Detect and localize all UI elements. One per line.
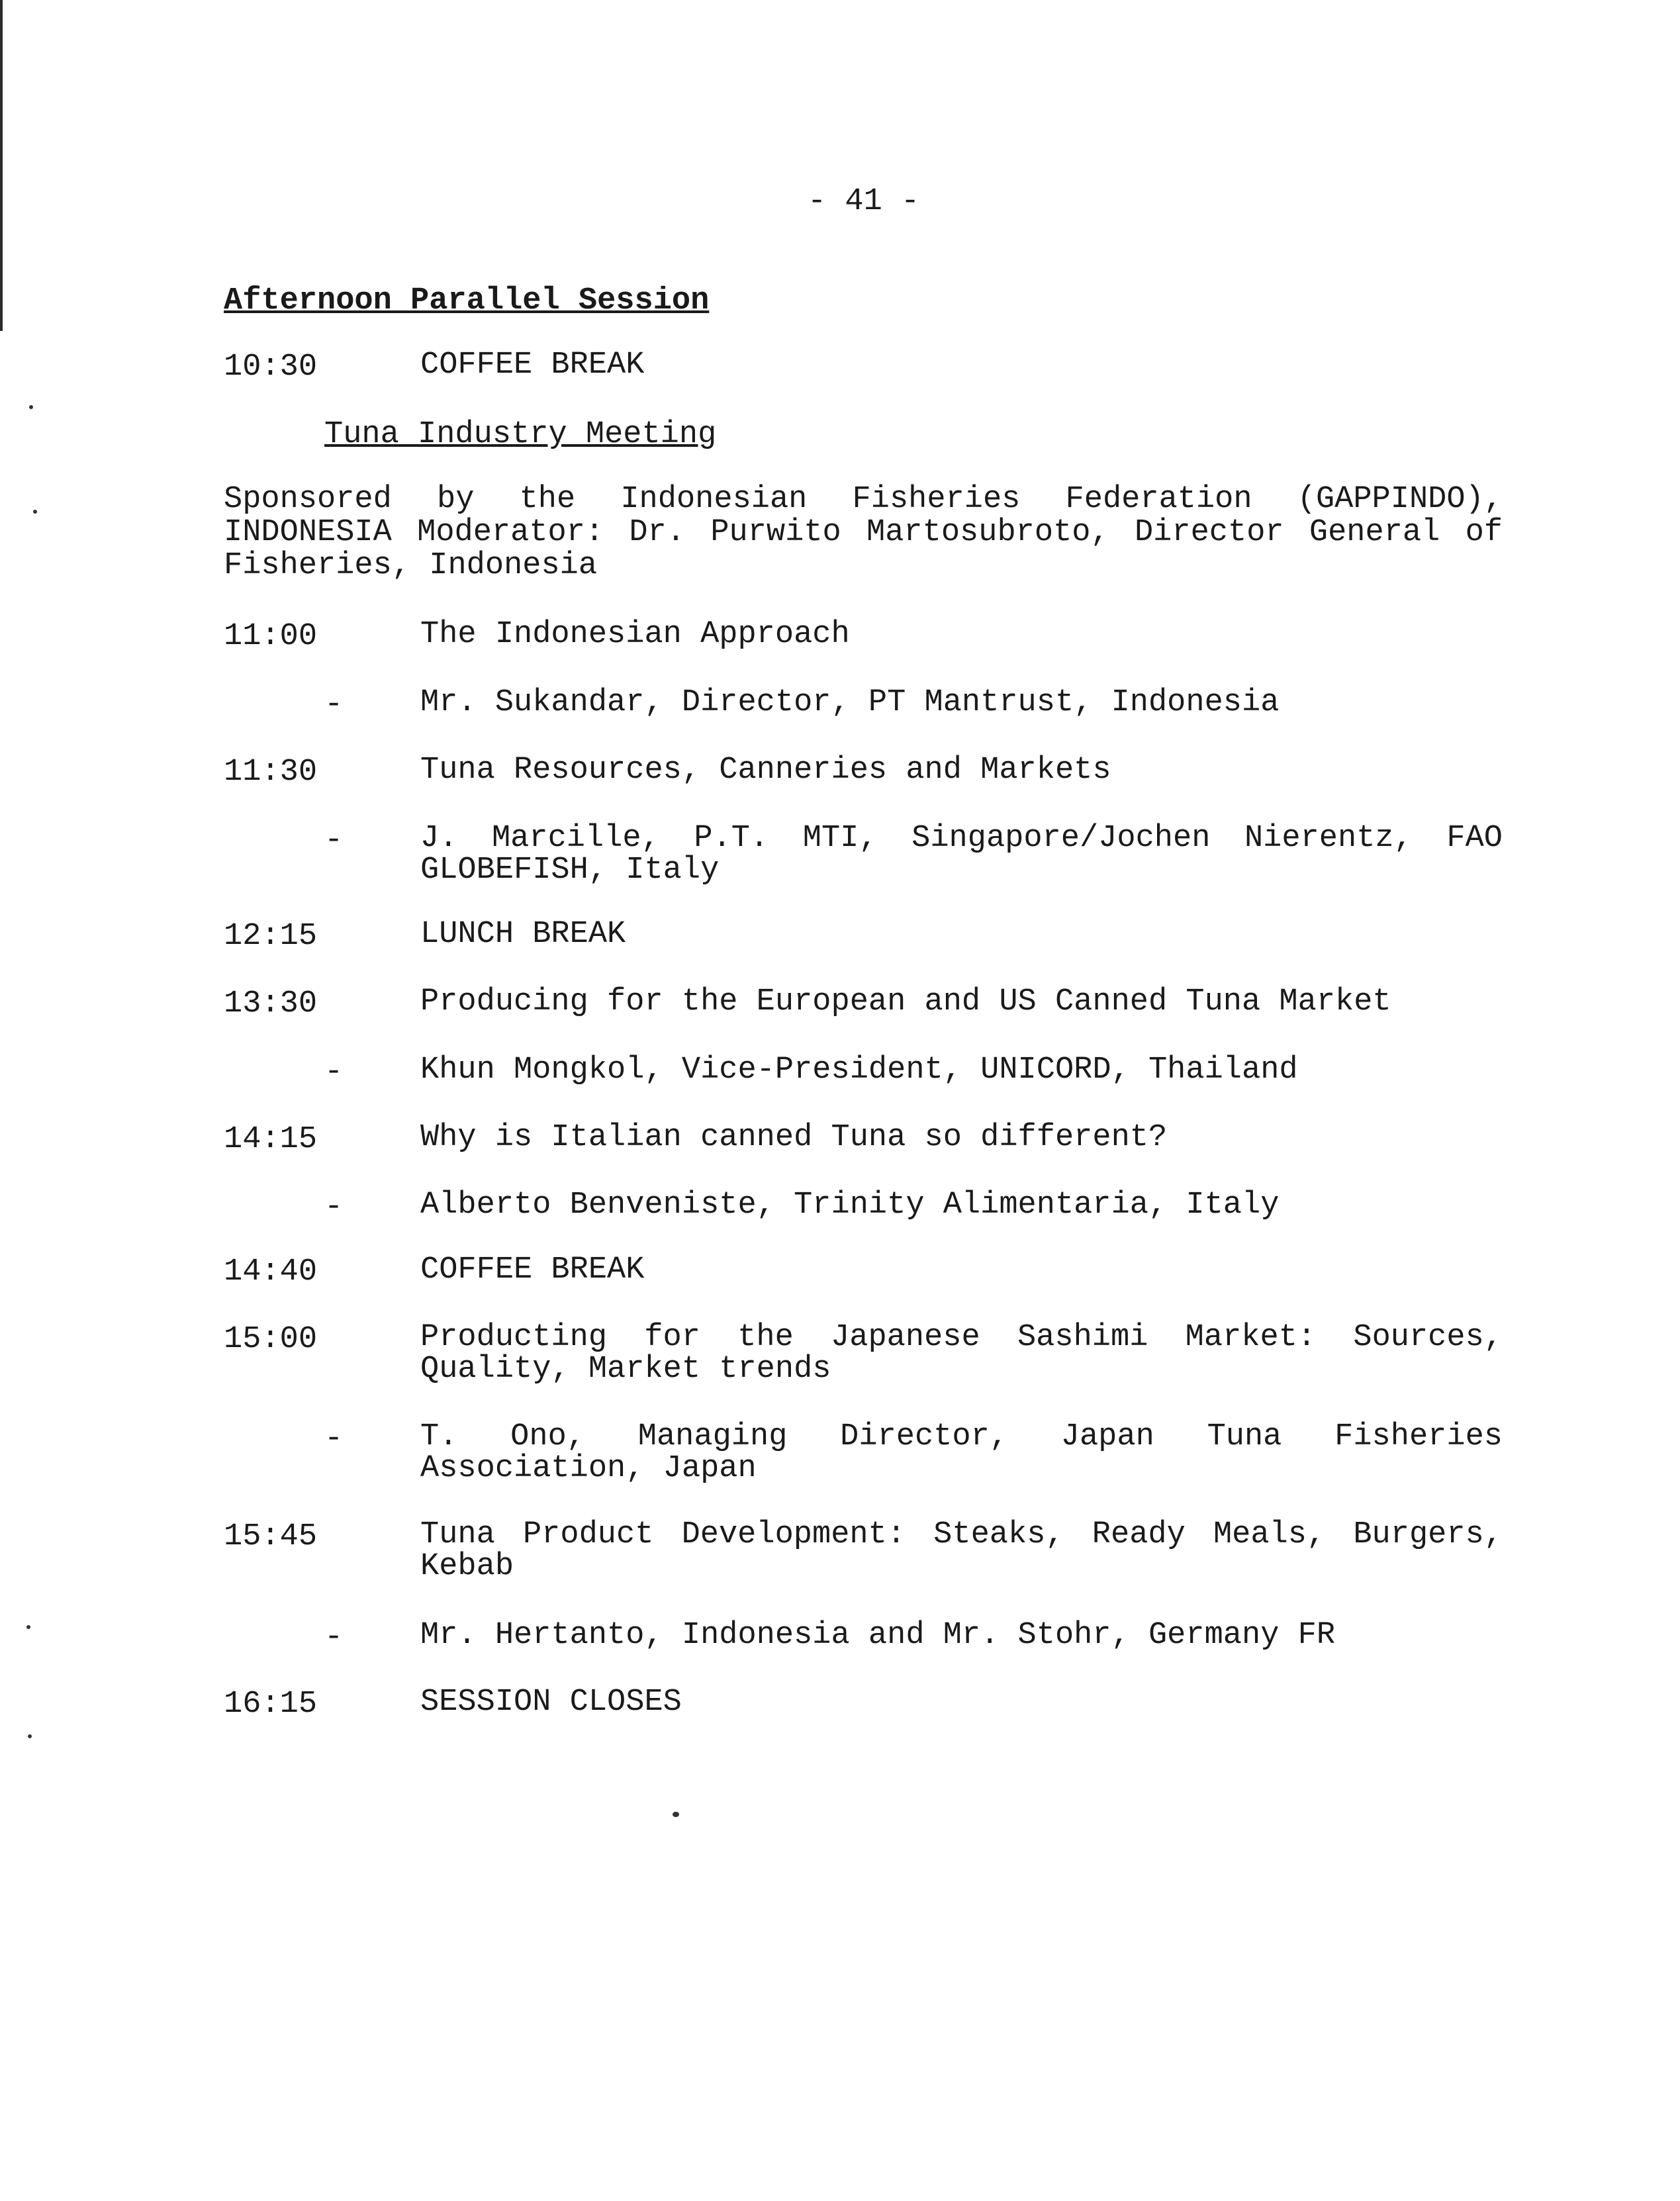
- page-number: - 41 -: [808, 184, 920, 219]
- time-label: 10:30: [224, 350, 318, 385]
- entry-title: COFFEE BREAK: [420, 1252, 645, 1288]
- scan-speck: [673, 1812, 679, 1817]
- speaker-dash: -: [324, 1190, 344, 1225]
- time-label: 16:15: [224, 1687, 318, 1722]
- scan-speck: [33, 510, 37, 514]
- speaker-text: J. Marcille, P.T. MTI, Singapore/Jochen Nierentz, FAO GLOBEFISH, Italy: [420, 821, 1503, 888]
- entry-title: Tuna Resources, Canneries and Markets: [420, 753, 1111, 788]
- entry-title: The Indonesian Approach: [420, 617, 850, 652]
- speaker-dash: -: [324, 1421, 344, 1456]
- speaker-text: Khun Mongkol, Vice-President, UNICORD, Thailand: [420, 1053, 1298, 1088]
- entry-title: Tuna Product Development: Steaks, Ready Meals, Burgers, Kebab: [420, 1517, 1503, 1584]
- time-label: 15:45: [224, 1519, 318, 1554]
- time-label: 11:00: [224, 619, 318, 654]
- speaker-text: Alberto Benveniste, Trinity Alimentaria, Italy: [420, 1188, 1280, 1223]
- time-label: 12:15: [224, 919, 318, 954]
- meeting-subheading: Tuna Industry Meeting: [324, 417, 717, 452]
- time-label: 13:30: [224, 986, 318, 1021]
- speaker-dash: -: [324, 823, 344, 858]
- entry-title: LUNCH BREAK: [420, 917, 626, 952]
- scan-edge: [0, 0, 3, 331]
- scan-speck: [29, 405, 33, 409]
- speaker-dash: -: [324, 1054, 344, 1090]
- speaker-text: Mr. Sukandar, Director, PT Mantrust, Indonesia: [420, 685, 1280, 720]
- speaker-dash: -: [324, 687, 344, 722]
- section-heading: Afternoon Parallel Session: [224, 283, 710, 318]
- time-label: 14:40: [224, 1254, 318, 1289]
- time-label: 14:15: [224, 1122, 318, 1157]
- scan-speck: [26, 1625, 30, 1629]
- entry-title: Producing for the European and US Canned Tuna Market: [420, 984, 1391, 1019]
- entry-title: Producting for the Japanese Sashimi Market: Sources, Quality, Market trends: [420, 1320, 1503, 1387]
- time-label: 11:30: [224, 755, 318, 790]
- speaker-text: T. Ono, Managing Director, Japan Tuna Fisheries Association, Japan: [420, 1419, 1503, 1486]
- scan-speck: [28, 1734, 32, 1738]
- sponsor-paragraph: Sponsored by the Indonesian Fisheries Federation (GAPPINDO), INDONESIA Moderator: Dr. Purwito Martosubroto, Director General of Fisheries, Indonesia: [224, 482, 1503, 583]
- entry-title: COFFEE BREAK: [420, 348, 645, 383]
- speaker-text: Mr. Hertanto, Indonesia and Mr. Stohr, Germany FR: [420, 1618, 1336, 1653]
- speaker-dash: -: [324, 1620, 344, 1655]
- time-label: 15:00: [224, 1322, 318, 1357]
- entry-title: SESSION CLOSES: [420, 1685, 682, 1720]
- entry-title: Why is Italian canned Tuna so different?: [420, 1120, 1168, 1155]
